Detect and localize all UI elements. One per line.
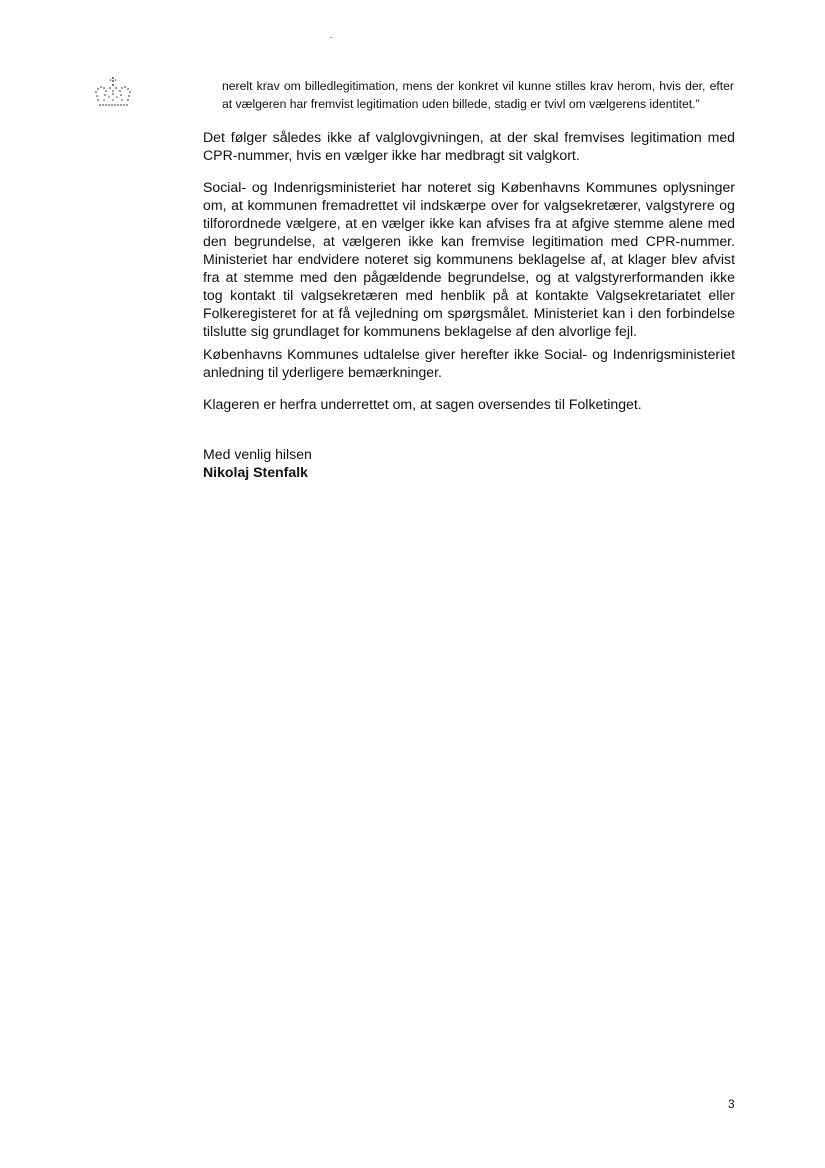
quoted-passage: nerelt krav om billedlegitimation, mens der konkret vil kunne stilles krav herom, hvis der, efter at vælgeren har fremvist legitimation uden billede, stadig er tvivl om vælgerens identitet.” [222,79,734,111]
scan-speck [330,37,332,38]
paragraph-no-further-remarks: Københavns Kommunes udtalelse giver herefter ikke Social- og Indenrigsministeriet anledning til yderligere bemærkninger. [203,346,735,380]
closing-salutation: Med venlig hilsen [203,446,312,462]
paragraph-legislation: Det følger således ikke af valglovgivningen, at der skal fremvises legitimation med CPR-nummer, hvis en vælger ikke har medbragt sit valgkort. [203,129,735,163]
crown-icon [93,76,133,110]
paragraph-complainant-informed: Klageren er herfra underrettet om, at sagen oversendes til Folketinget. [203,396,642,412]
signatory-name: Nikolaj Stenfalk [203,464,308,480]
paragraph-ministry-notes: Social- og Indenrigsministeriet har noteret sig Københavns Kommunes oplysninger om, at kommunen fremadrettet vil indskærpe over for valgsekretærer, valgstyrere og tilforordnede vælgere, at en vælger ikke kan afvises fra at afgive stemme alene med den begrundelse, at vælgeren ikke kan fremvise legitimation med CPR-nummer. Ministeriet har endvidere noteret sig kommunens beklagelse af, at klager blev afvist fra at stemme med den pågældende begrundelse, og at valgstyrerformanden ikke tog kontakt til valgsekretæren med henblik på at kontakte Valgsekretariatet eller Folkeregisteret for at få vejledning om spørgsmålet. Ministeriet kan i den forbindelse tilslutte sig grundlaget for kommunens beklagelse af den alvorlige fejl. [203,179,735,339]
page-number: 3 [728,1097,735,1111]
